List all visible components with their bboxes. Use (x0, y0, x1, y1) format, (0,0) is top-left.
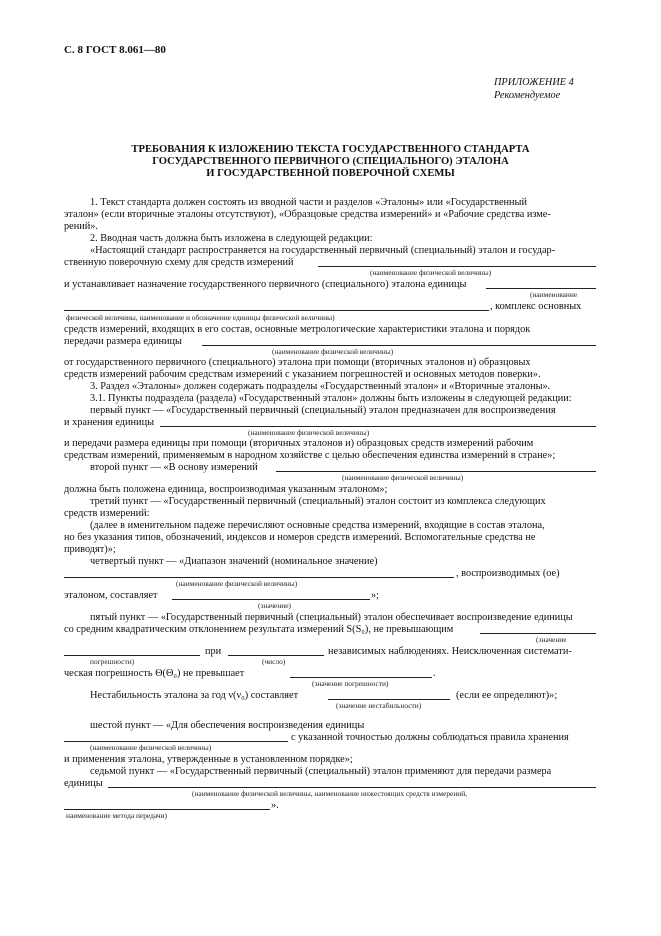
text-line: »; (371, 590, 380, 601)
text-line: средствам измерений, применяемым в народном хозяйстве с целью обеспечения единства измерений в стране»; (64, 450, 556, 461)
text-line: передачи размера единицы (64, 336, 182, 347)
text-line: независимых наблюдениях. Неисключенная системати- (328, 646, 572, 657)
text-line: с указанной точностью должны соблюдаться правила хранения (291, 732, 569, 743)
fill-in-line (228, 646, 324, 656)
text-line: ». (271, 800, 279, 811)
text-line: от государственного первичного (специального) эталона при помощи (вторичных эталонов и) образцовых (64, 357, 531, 368)
text-line: , воспроизводимых (ое) (456, 568, 560, 579)
field-caption: (значение нестабильности) (336, 701, 422, 710)
field-caption: (наименование физической величины) (272, 347, 394, 356)
text-line: третий пункт — «Государственный первичный (специальный) эталон состоит из комплекса следующих (90, 496, 546, 507)
text-line: пятый пункт — «Государственный первичный (специальный) эталон обеспечивает воспроизведение единицы (90, 612, 573, 623)
fill-in-line (202, 336, 596, 346)
field-caption: наименование метода передачи) (66, 811, 167, 820)
text-line: со средним квадратическим отклонением результата измерений S(S₀), не превышающим (64, 624, 454, 635)
text-line: средств измерений: (64, 508, 150, 519)
text-line: средств измерений, входящих в его состав, основные метрологические характеристики эталона и порядок (64, 324, 531, 335)
text-line: 2. Вводная часть должна быть изложена в следующей редакции: (90, 233, 373, 244)
fill-in-line (108, 778, 596, 788)
field-caption: (наименование физической величины) (370, 268, 492, 277)
text-line: при (205, 646, 222, 657)
fill-in-line (64, 301, 489, 311)
field-caption: (наименование физической величины, наименование нижестоящих средств измерений, (192, 789, 468, 798)
text-line: шестой пункт — «Для обеспечения воспроизведения единицы (90, 720, 365, 731)
text-line: ческая погрешность Θ(Θ₀) не превышает (64, 668, 245, 679)
text-line: первый пункт — «Государственный первичный (специальный) эталон предназначен для воспроизведения (90, 405, 556, 416)
text-line: эталон» (если вторичные эталоны отсутствуют), «Образцовые средства измерений» и «Рабочие средства изме- (64, 209, 551, 220)
fill-in-line (64, 800, 270, 810)
fill-in-line (318, 257, 596, 267)
document-title-line-1: ТРЕБОВАНИЯ К ИЗЛОЖЕНИЮ ТЕКСТА ГОСУДАРСТВЕННОГО СТАНДАРТА (131, 144, 530, 155)
text-line: , комплекс основных (490, 301, 582, 312)
fill-in-line (172, 590, 370, 600)
page-header: С. 8 ГОСТ 8.061—80 (64, 44, 166, 56)
text-line: ственную поверочную схему для средств измерений (64, 257, 294, 268)
text-line: четвертый пункт — «Диапазон значений (номинальное значение) (90, 556, 378, 567)
text-line: единицы (64, 778, 103, 789)
text-line: средств измерений рабочим средствам измерений с указанием погрешностей и основных методов поверки». (64, 369, 541, 380)
text-line: 3. Раздел «Эталоны» должен содержать подразделы «Государственный эталон» и «Вторичные эталоны». (90, 381, 551, 392)
field-caption: (наименование физической величины) (248, 428, 370, 437)
appendix-status: Рекомендуемое (494, 90, 561, 101)
field-caption: (число) (262, 657, 286, 666)
text-line: и передачи размера единицы при помощи (вторичных эталонов и) образцовых средств измерений рабочим (64, 438, 534, 449)
field-caption: (значение погрешности) (312, 679, 389, 688)
text-line: 1. Текст стандарта должен состоять из вводной части и разделов «Эталоны» или «Государственный (90, 197, 527, 208)
appendix-label: ПРИЛОЖЕНИЕ 4 (494, 77, 574, 88)
fill-in-line (64, 732, 288, 742)
text-line: 3.1. Пункты подраздела (раздела) «Государственный эталон» должны быть изложены в следующей редакции: (90, 393, 572, 404)
fill-in-line (160, 417, 596, 427)
field-caption: (значение (536, 635, 567, 644)
text-line: и хранения единицы (64, 417, 154, 428)
fill-in-line (480, 624, 596, 634)
text-line: и устанавливает назначение государственного первичного (специального) эталона единицы (64, 279, 467, 290)
document-title-line-3: И ГОСУДАРСТВЕННОЙ ПОВЕРОЧНОЙ СХЕМЫ (206, 168, 455, 179)
field-caption: (наименование физической величины) (90, 743, 212, 752)
fill-in-line (276, 462, 596, 472)
text-line: Нестабильность эталона за год ν(ν₀) составляет (90, 690, 299, 701)
fill-in-line (328, 690, 450, 700)
text-line: (далее в именительном падеже перечисляют основные средства измерений, входящие в состав эталона, (90, 520, 545, 531)
text-line: но без указания типов, обозначений, индексов и номеров средств измерений. Вспомогательные средства не (64, 532, 536, 543)
fill-in-line (290, 668, 432, 678)
fill-in-line (64, 646, 200, 656)
fill-in-line (64, 568, 454, 578)
text-line: . (433, 668, 436, 679)
field-caption: физической величины, наименование и обозначение единицы физической величины) (66, 313, 335, 322)
text-line: второй пункт — «В основу измерений (90, 462, 258, 473)
text-line: рений». (64, 221, 98, 232)
text-line: седьмой пункт — «Государственный первичный (специальный) эталон применяют для передачи размера (90, 766, 552, 777)
text-line: (если ее определяют)»; (456, 690, 558, 701)
field-caption: (наименование (530, 290, 578, 299)
text-line: должна быть положена единица, воспроизводимая указанным эталоном»; (64, 484, 388, 495)
text-line: приводят)»; (64, 544, 116, 555)
document-title-line-2: ГОСУДАРСТВЕННОГО ПЕРВИЧНОГО (СПЕЦИАЛЬНОГО) ЭТАЛОНА (152, 156, 509, 167)
text-line: эталоном, составляет (64, 590, 158, 601)
field-caption: погрешности) (90, 657, 135, 666)
text-line: и применения эталона, утвержденные в установленном порядке»; (64, 754, 353, 765)
text-line: «Настоящий стандарт распространяется на государственный первичный (специальный) эталон и государ- (90, 245, 556, 256)
fill-in-line (486, 279, 596, 289)
field-caption: (значение) (258, 601, 291, 610)
field-caption: (наименование физической величины) (342, 473, 464, 482)
field-caption: (наименование физической величины) (176, 579, 298, 588)
